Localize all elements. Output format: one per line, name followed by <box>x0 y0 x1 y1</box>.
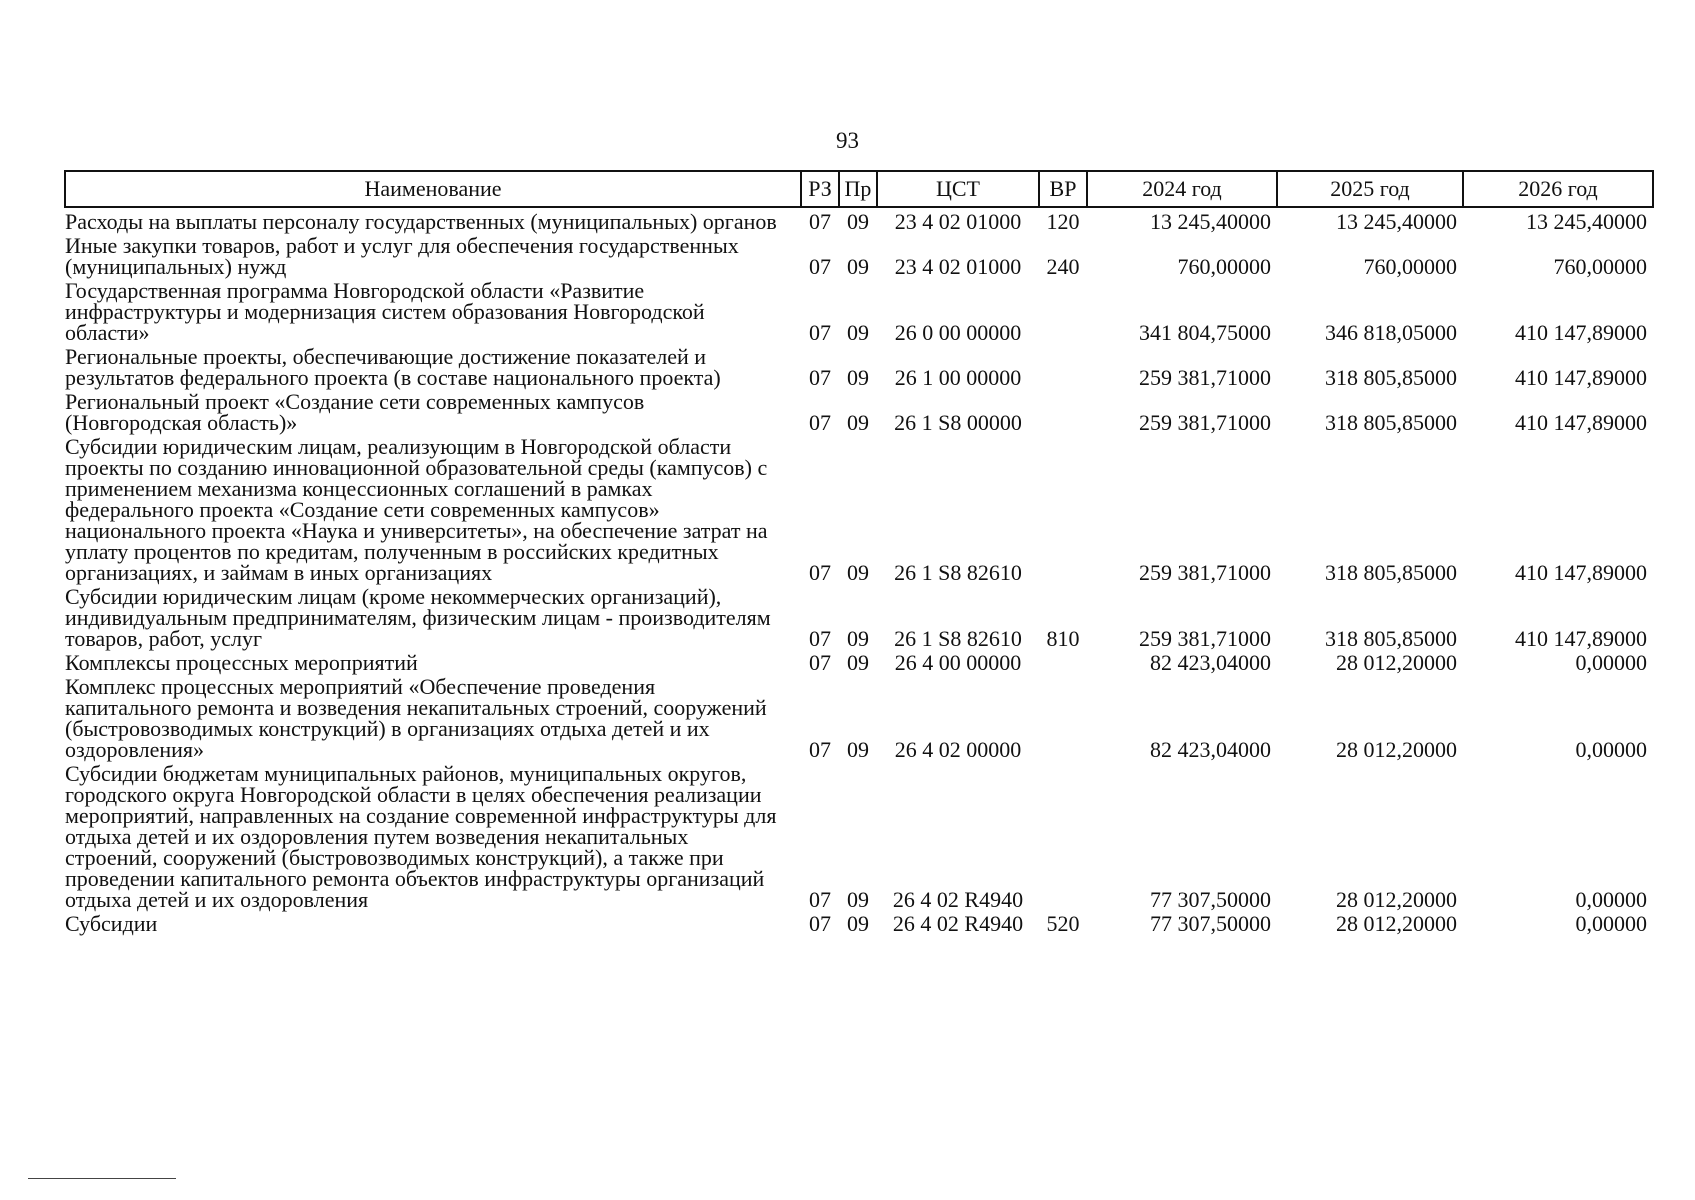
cell-vr <box>1039 433 1087 583</box>
cell-2025: 318 805,85000 <box>1325 626 1457 651</box>
cell-cst: 26 4 02 R4940 <box>892 887 1024 912</box>
cell-cst: 26 1 S8 82610 <box>894 560 1022 585</box>
table-body <box>65 207 1653 934</box>
cell-2026: 410 147,89000 <box>1515 410 1647 435</box>
cell-name: Комплексы процессных мероприятий <box>65 650 418 675</box>
header-cst: ЦСТ <box>877 171 1039 207</box>
page-number: 93 <box>836 128 859 153</box>
cell-2026: 13 245,40000 <box>1526 209 1647 234</box>
cell-vr: 120 <box>1046 209 1080 234</box>
cell-cst: 26 4 02 R4940 <box>892 911 1024 936</box>
cell-2025: 28 012,20000 <box>1336 737 1457 762</box>
cell-vr <box>1039 649 1087 673</box>
cell-2024: 77 307,50000 <box>1150 887 1271 912</box>
cell-name: Региональный проект «Создание сети современных кампусов (Новгородская область)» <box>65 389 645 435</box>
cell-pr: 09 <box>847 887 869 912</box>
cell-cst: 26 4 00 00000 <box>894 650 1022 675</box>
cell-2025: 760,00000 <box>1363 254 1457 279</box>
header-rz: РЗ <box>801 171 839 207</box>
cell-cst: 26 0 00 00000 <box>894 320 1022 345</box>
cell-rz: 07 <box>809 365 831 390</box>
cell-cst: 26 1 S8 00000 <box>894 410 1022 435</box>
cell-vr <box>1039 277 1087 343</box>
cell-2025: 318 805,85000 <box>1325 365 1457 390</box>
cell-2026: 0,00000 <box>1575 650 1647 675</box>
cell-2024: 13 245,40000 <box>1150 209 1271 234</box>
cell-2026: 0,00000 <box>1575 737 1647 762</box>
cell-rz: 07 <box>809 650 831 675</box>
cell-vr: 240 <box>1046 254 1080 279</box>
cell-name: Субсидии юридическим лицам, реализующим в Новгородской области проекты по созданию инновационной образовательной среды (кампусов) с применением механизма концессионных соглашений в рамках федерального проекта «Создание сети современных кампусов» национального проекта «Наука и университеты», на обеспечение затрат на уплату процентов по кредитам, полученным в российских кредитных организациях, и займам в иных организациях <box>65 434 768 585</box>
header-row <box>65 171 1653 207</box>
budget-table <box>64 170 1654 934</box>
cell-rz: 07 <box>809 626 831 651</box>
cell-rz: 07 <box>809 209 831 234</box>
cell-pr: 09 <box>847 560 869 585</box>
cell-cst: 26 4 02 00000 <box>894 737 1022 762</box>
cell-name: Субсидии бюджетам муниципальных районов, муниципальных округов, городского округа Новгородской области в целях обеспечения реализации мероприятий, направленных на создание современной инфраструктуры для отдыха детей и их оздоровления путем возведения некапитальных строений, сооружений (быстровозводимых конструкций), а также при проведении капитального ремонта объектов инфраструктуры организаций отдыха детей и их оздоровления <box>65 761 777 912</box>
cell-cst: 26 1 00 00000 <box>894 365 1022 390</box>
cell-2026: 410 147,89000 <box>1515 560 1647 585</box>
cell-pr: 09 <box>847 911 869 936</box>
cell-pr: 09 <box>847 737 869 762</box>
cell-pr: 09 <box>847 209 869 234</box>
header-pr: Пр <box>839 171 877 207</box>
table-row <box>65 207 1653 232</box>
cell-pr: 09 <box>847 410 869 435</box>
cell-2026: 0,00000 <box>1575 911 1647 936</box>
cell-rz: 07 <box>809 410 831 435</box>
header-name: Наименование <box>65 171 801 207</box>
cell-name: Региональные проекты, обеспечивающие достижение показателей и результатов федерального проекта (в составе национального проекта) <box>65 344 721 390</box>
budget-table-container <box>64 170 1652 934</box>
cell-vr <box>1039 673 1087 760</box>
footer-divider <box>28 1178 176 1179</box>
table-row <box>65 760 1653 910</box>
table-row <box>65 433 1653 583</box>
table-row <box>65 673 1653 760</box>
cell-cst: 23 4 02 01000 <box>894 254 1022 279</box>
cell-vr <box>1039 388 1087 433</box>
cell-2025: 13 245,40000 <box>1336 209 1457 234</box>
cell-rz: 07 <box>809 737 831 762</box>
cell-2025: 318 805,85000 <box>1325 410 1457 435</box>
table-row <box>65 277 1653 343</box>
cell-pr: 09 <box>847 365 869 390</box>
cell-2025: 28 012,20000 <box>1336 911 1457 936</box>
table-row <box>65 343 1653 388</box>
cell-2026: 410 147,89000 <box>1515 320 1647 345</box>
cell-2026: 0,00000 <box>1575 887 1647 912</box>
cell-2026: 760,00000 <box>1553 254 1647 279</box>
cell-2025: 318 805,85000 <box>1325 560 1457 585</box>
cell-rz: 07 <box>809 320 831 345</box>
cell-2024: 82 423,04000 <box>1150 650 1271 675</box>
cell-cst: 23 4 02 01000 <box>894 209 1022 234</box>
cell-2025: 28 012,20000 <box>1336 650 1457 675</box>
table-row <box>65 583 1653 649</box>
cell-2024: 760,00000 <box>1177 254 1271 279</box>
cell-rz: 07 <box>809 887 831 912</box>
cell-pr: 09 <box>847 650 869 675</box>
cell-pr: 09 <box>847 254 869 279</box>
cell-2024: 259 381,71000 <box>1139 365 1271 390</box>
cell-name: Иные закупки товаров, работ и услуг для обеспечения государственных (муниципальных) нужд <box>65 233 739 279</box>
cell-vr <box>1039 343 1087 388</box>
cell-rz: 07 <box>809 560 831 585</box>
cell-cst: 26 1 S8 82610 <box>894 626 1022 651</box>
cell-pr: 09 <box>847 626 869 651</box>
table-row <box>65 388 1653 433</box>
header-2026: 2026 год <box>1463 171 1653 207</box>
cell-vr <box>1039 760 1087 910</box>
cell-name: Субсидии <box>65 911 158 936</box>
table-row <box>65 232 1653 277</box>
cell-rz: 07 <box>809 254 831 279</box>
cell-2026: 410 147,89000 <box>1515 365 1647 390</box>
cell-2024: 77 307,50000 <box>1150 911 1271 936</box>
cell-pr: 09 <box>847 320 869 345</box>
cell-2025: 28 012,20000 <box>1336 887 1457 912</box>
cell-2024: 341 804,75000 <box>1139 320 1271 345</box>
cell-name: Расходы на выплаты персоналу государственных (муниципальных) органов <box>65 209 777 234</box>
table-row <box>65 649 1653 673</box>
header-2025: 2025 год <box>1277 171 1463 207</box>
cell-2024: 259 381,71000 <box>1139 560 1271 585</box>
header-vr: ВР <box>1039 171 1087 207</box>
cell-vr: 810 <box>1046 626 1080 651</box>
table-header <box>65 171 1653 207</box>
cell-2024: 82 423,04000 <box>1150 737 1271 762</box>
cell-name: Государственная программа Новгородской области «Развитие инфраструктуры и модернизация систем образования Новгородской области» <box>65 278 705 345</box>
cell-rz: 07 <box>809 911 831 936</box>
cell-2025: 346 818,05000 <box>1325 320 1457 345</box>
cell-2026: 410 147,89000 <box>1515 626 1647 651</box>
table-row <box>65 910 1653 934</box>
cell-2024: 259 381,71000 <box>1139 410 1271 435</box>
cell-vr: 520 <box>1046 911 1080 936</box>
cell-2024: 259 381,71000 <box>1139 626 1271 651</box>
cell-name: Субсидии юридическим лицам (кроме некоммерческих организаций), индивидуальным предпринимателям, физическим лицам - производителям товаров, работ, услуг <box>65 584 771 651</box>
cell-name: Комплекс процессных мероприятий «Обеспечение проведения капитального ремонта и возведения некапитальных строений, сооружений (быстровозводимых конструкций) в организациях отдыха детей и их оздоровления» <box>65 674 767 762</box>
header-2024: 2024 год <box>1087 171 1277 207</box>
